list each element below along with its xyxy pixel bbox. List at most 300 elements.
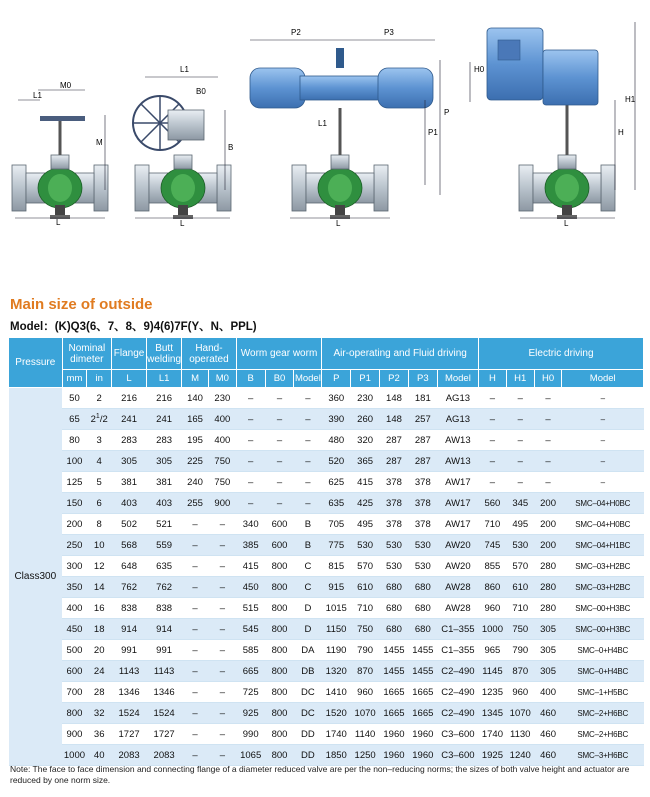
table-cell: 635: [147, 556, 182, 577]
table-cell: 790: [506, 640, 534, 661]
table-cell: 1190: [322, 640, 351, 661]
table-cell: 403: [112, 493, 147, 514]
header-nominal-dimeter: Nominal dimeter: [62, 338, 111, 370]
table-cell: AG13: [437, 388, 478, 409]
table-cell: 450: [236, 577, 265, 598]
table-cell: 750: [208, 451, 236, 472]
table-cell: 360: [322, 388, 351, 409]
table-cell: 1145: [479, 661, 507, 682]
table-cell: 320: [351, 430, 380, 451]
table-cell: 965: [479, 640, 507, 661]
diagram-label: L1: [33, 91, 42, 100]
table-cell: 600: [265, 535, 294, 556]
table-cell: 287: [408, 430, 437, 451]
table-cell: 1727: [112, 724, 147, 745]
diagram-label: P: [444, 108, 450, 117]
table-cell: 559: [147, 535, 182, 556]
table-cell: 800: [265, 619, 294, 640]
table-cell: 260: [351, 409, 380, 430]
table-cell: SMC–04+H0BC: [562, 493, 644, 514]
table-cell: –: [236, 409, 265, 430]
table-cell: 745: [479, 535, 507, 556]
table-cell: 1150: [322, 619, 351, 640]
table-cell: 1665: [380, 703, 409, 724]
table-cell: AW13: [437, 430, 478, 451]
table-cell: 230: [208, 388, 236, 409]
table-cell: AW28: [437, 598, 478, 619]
table-cell: 1250: [351, 745, 380, 766]
table-cell-fraction: $2^1/2$: [87, 409, 112, 430]
table-cell: 560: [479, 493, 507, 514]
table-cell: 305: [534, 640, 562, 661]
table-cell: 1665: [380, 682, 409, 703]
table-cell: 750: [506, 619, 534, 640]
table-cell: 530: [506, 535, 534, 556]
table-cell: 12: [87, 556, 112, 577]
table-cell: 1727: [147, 724, 182, 745]
table-cell: 1665: [408, 703, 437, 724]
table-cell: 1130: [506, 724, 534, 745]
table-cell: 305: [147, 451, 182, 472]
table-cell: 495: [351, 514, 380, 535]
table-cell: 1140: [351, 724, 380, 745]
table-cell: 1345: [479, 703, 507, 724]
table-cell: 725: [236, 682, 265, 703]
table-cell: C2–490: [437, 703, 478, 724]
table-cell: 80: [62, 430, 87, 451]
table-cell: –: [294, 451, 322, 472]
table-cell: 750: [208, 472, 236, 493]
table-cell: 378: [380, 493, 409, 514]
table-cell: 18: [87, 619, 112, 640]
table-cell: 241: [112, 409, 147, 430]
table-cell: 800: [265, 724, 294, 745]
table-cell: 4: [87, 451, 112, 472]
table-cell: SMC–1+H5BC: [562, 682, 644, 703]
table-cell: C: [294, 577, 322, 598]
table-cell: –: [479, 472, 507, 493]
table-cell: 635: [322, 493, 351, 514]
diagram-label: H0: [474, 65, 485, 74]
table-cell: DD: [294, 724, 322, 745]
table-cell: 140: [182, 388, 209, 409]
table-cell: 925: [236, 703, 265, 724]
diagram-label: B0: [196, 87, 206, 96]
table-cell: 403: [147, 493, 182, 514]
table-row: [9, 535, 644, 556]
table-cell: 610: [351, 577, 380, 598]
diagram-label: L1: [180, 65, 189, 74]
table-row: [9, 745, 644, 766]
sub-header-cell: L1: [147, 370, 182, 388]
table-cell: 700: [62, 682, 87, 703]
table-cell: 400: [208, 409, 236, 430]
table-cell: 1960: [408, 745, 437, 766]
table-cell: C1–355: [437, 619, 478, 640]
table-cell: 800: [265, 682, 294, 703]
table-cell: –: [182, 577, 209, 598]
table-cell: 1455: [408, 661, 437, 682]
table-cell: 460: [534, 724, 562, 745]
table-cell: 1000: [479, 619, 507, 640]
table-cell: 305: [534, 661, 562, 682]
table-cell: 800: [265, 703, 294, 724]
table-cell: 680: [380, 619, 409, 640]
diagram-label: P1: [428, 128, 438, 137]
table-cell: 225: [182, 451, 209, 472]
table-cell: –: [236, 472, 265, 493]
table-cell: –: [236, 388, 265, 409]
table-cell: 515: [236, 598, 265, 619]
sub-header-cell: in: [87, 370, 112, 388]
table-cell: AW13: [437, 451, 478, 472]
table-cell: 914: [112, 619, 147, 640]
table-cell: 710: [351, 598, 380, 619]
table-cell: –: [182, 640, 209, 661]
table-cell: –: [506, 409, 534, 430]
table-cell: 1520: [322, 703, 351, 724]
table-cell: 1524: [112, 703, 147, 724]
table-cell: 815: [322, 556, 351, 577]
table-cell: 800: [62, 703, 87, 724]
table-cell: 305: [112, 451, 147, 472]
table-cell: 1320: [322, 661, 351, 682]
table-cell: AW28: [437, 577, 478, 598]
table-cell: –: [265, 451, 294, 472]
table-cell: 838: [147, 598, 182, 619]
pressure-class-cell: Class300: [9, 388, 63, 766]
table-cell: 530: [380, 556, 409, 577]
table-cell: 1143: [147, 661, 182, 682]
table-row: [9, 388, 644, 409]
sub-header-cell: H1: [506, 370, 534, 388]
table-cell: 1455: [408, 640, 437, 661]
table-cell: 378: [380, 514, 409, 535]
sub-header-cell: Model: [562, 370, 644, 388]
table-cell: –: [208, 577, 236, 598]
table-cell: 1070: [351, 703, 380, 724]
table-cell: 870: [351, 661, 380, 682]
sub-header-cell: H: [479, 370, 507, 388]
table-row: [9, 640, 644, 661]
table-cell: 495: [506, 514, 534, 535]
electric-valve: [470, 22, 636, 228]
table-cell: 400: [534, 682, 562, 703]
table-cell: 240: [182, 472, 209, 493]
table-cell: 500: [62, 640, 87, 661]
footnote: Note: The face to face dimension and connecting flange of a diameter reduced valve are per the non–reducing norms; the sizes of both valve height and actuator are reduced by one norm size.: [10, 764, 630, 785]
table-cell: SMC–2+H6BC: [562, 724, 644, 745]
table-cell: 6: [87, 493, 112, 514]
table-cell: 680: [408, 577, 437, 598]
table-cell: 257: [408, 409, 437, 430]
table-row: [9, 493, 644, 514]
table-cell: AW20: [437, 556, 478, 577]
table-cell: –: [562, 430, 644, 451]
table-cell: C: [294, 556, 322, 577]
table-cell: 65: [62, 409, 87, 430]
table-cell: 1346: [112, 682, 147, 703]
table-cell: 521: [147, 514, 182, 535]
table-cell: 425: [351, 493, 380, 514]
table-cell: –: [182, 724, 209, 745]
table-cell: –: [562, 388, 644, 409]
table-cell: –: [265, 388, 294, 409]
table-cell: 838: [112, 598, 147, 619]
table-cell: SMC–04+H1BC: [562, 535, 644, 556]
table-cell: –: [208, 619, 236, 640]
table-cell: 378: [408, 514, 437, 535]
table-row: [9, 598, 644, 619]
table-cell: 287: [380, 430, 409, 451]
table-cell: –: [182, 661, 209, 682]
table-cell: –: [534, 472, 562, 493]
table-cell: AG13: [437, 409, 478, 430]
sub-header-cell: H0: [534, 370, 562, 388]
table-row: [9, 577, 644, 598]
table-cell: 10: [87, 535, 112, 556]
header-electric: Electric driving: [479, 338, 644, 370]
header-hand-operated: Hand-operated: [182, 338, 237, 370]
table-cell: 230: [351, 388, 380, 409]
table-cell: 1000: [62, 745, 87, 766]
table-cell: AW17: [437, 514, 478, 535]
table-cell: 1960: [408, 724, 437, 745]
table-cell: –: [208, 640, 236, 661]
sub-header-cell: M: [182, 370, 209, 388]
header-pressure: Pressure: [9, 338, 63, 388]
table-row: [9, 703, 644, 724]
table-cell: 283: [112, 430, 147, 451]
table-cell: 1455: [380, 661, 409, 682]
table-cell: B: [294, 514, 322, 535]
table-cell: –: [506, 388, 534, 409]
table-cell: 378: [380, 472, 409, 493]
sub-header-cell: Model: [437, 370, 478, 388]
diagram-label: L: [336, 219, 341, 228]
sub-header-cell: P3: [408, 370, 437, 388]
table-cell: 32: [87, 703, 112, 724]
table-row: [9, 472, 644, 493]
table-cell: 460: [534, 745, 562, 766]
table-cell: –: [208, 724, 236, 745]
table-cell: 520: [322, 451, 351, 472]
table-cell: SMC–03+H2BC: [562, 556, 644, 577]
table-cell: –: [506, 472, 534, 493]
header-butt-welding: Butt welding: [147, 338, 182, 370]
table-cell: SMC–2+H6BC: [562, 703, 644, 724]
table-cell: 775: [322, 535, 351, 556]
diagram-label: M: [96, 138, 103, 147]
table-cell: 1740: [479, 724, 507, 745]
table-cell: –: [506, 430, 534, 451]
table-cell: 415: [236, 556, 265, 577]
table-cell: D: [294, 598, 322, 619]
table-cell: –: [534, 388, 562, 409]
table-cell: 365: [351, 451, 380, 472]
table-cell: 1240: [506, 745, 534, 766]
table-cell: 280: [534, 598, 562, 619]
table-cell: 960: [506, 682, 534, 703]
diagram-label: L: [564, 219, 569, 228]
table-cell: 2083: [112, 745, 147, 766]
table-cell: 600: [265, 514, 294, 535]
table-cell: SMC–00+H3BC: [562, 598, 644, 619]
table-cell: 1065: [236, 745, 265, 766]
table-cell: 390: [322, 409, 351, 430]
table-cell: SMC–04+H0BC: [562, 514, 644, 535]
table-row: [9, 661, 644, 682]
table-cell: SMC–3+H6BC: [562, 745, 644, 766]
table-cell: –: [236, 451, 265, 472]
table-cell: 570: [351, 556, 380, 577]
table-cell: –: [294, 430, 322, 451]
table-cell: 800: [265, 745, 294, 766]
table-cell: 200: [534, 493, 562, 514]
worm-gear-valve: [133, 65, 233, 228]
table-cell: 1960: [380, 745, 409, 766]
table-cell: –: [208, 535, 236, 556]
table-cell: DC: [294, 682, 322, 703]
table-cell: 250: [62, 535, 87, 556]
table-cell: C1–355: [437, 640, 478, 661]
table-cell: –: [506, 451, 534, 472]
table-cell: 283: [147, 430, 182, 451]
table-cell: 181: [408, 388, 437, 409]
table-cell: 530: [408, 535, 437, 556]
sub-header-cell: P: [322, 370, 351, 388]
table-cell: –: [265, 493, 294, 514]
table-cell: 680: [408, 598, 437, 619]
table-cell: 1070: [506, 703, 534, 724]
table-cell: 14: [87, 577, 112, 598]
table-cell: 16: [87, 598, 112, 619]
table-cell: 460: [534, 703, 562, 724]
table-cell: 900: [62, 724, 87, 745]
table-cell: 1925: [479, 745, 507, 766]
table-cell: 241: [147, 409, 182, 430]
table-cell: –: [182, 514, 209, 535]
table-cell: C2–490: [437, 661, 478, 682]
table-cell: 480: [322, 430, 351, 451]
table-cell: 280: [534, 556, 562, 577]
table-cell: 750: [351, 619, 380, 640]
table-cell: 2083: [147, 745, 182, 766]
table-cell: 1960: [380, 724, 409, 745]
table-cell: –: [265, 430, 294, 451]
table-cell: AW17: [437, 493, 478, 514]
table-cell: –: [562, 472, 644, 493]
diagram-label: M0: [60, 81, 72, 90]
table-cell: 300: [62, 556, 87, 577]
table-cell: 600: [62, 661, 87, 682]
table-cell: –: [534, 451, 562, 472]
table-cell: 960: [479, 598, 507, 619]
dimension-table: [8, 337, 644, 766]
table-cell: 648: [112, 556, 147, 577]
table-cell: 665: [236, 661, 265, 682]
table-cell: –: [208, 703, 236, 724]
table-cell: –: [182, 745, 209, 766]
table-cell: 1850: [322, 745, 351, 766]
table-cell: 530: [408, 556, 437, 577]
table-cell: 24: [87, 661, 112, 682]
table-cell: –: [294, 388, 322, 409]
table-cell: C3–600: [437, 724, 478, 745]
table-cell: 200: [62, 514, 87, 535]
table-cell: 287: [380, 451, 409, 472]
table-cell: SMC–0+H4BC: [562, 661, 644, 682]
table-cell: B: [294, 535, 322, 556]
table-cell: 680: [408, 619, 437, 640]
header-air-operating: Air-operating and Fluid driving: [322, 338, 479, 370]
table-cell: 415: [351, 472, 380, 493]
table-cell: 1235: [479, 682, 507, 703]
diagram-label: P3: [384, 28, 394, 37]
table-cell: 1524: [147, 703, 182, 724]
table-cell: –: [479, 388, 507, 409]
table-cell: –: [265, 409, 294, 430]
section-title: Main size of outside: [10, 296, 153, 313]
table-cell: 280: [534, 577, 562, 598]
table-cell: 790: [351, 640, 380, 661]
table-cell: 50: [62, 388, 87, 409]
table-cell: 287: [408, 451, 437, 472]
table-cell: –: [208, 598, 236, 619]
table-cell: –: [208, 745, 236, 766]
table-cell: –: [182, 598, 209, 619]
table-cell: 150: [62, 493, 87, 514]
table-cell: –: [562, 409, 644, 430]
model-line: Model：(K)Q3(6、7、8、9)4(6)7F(Y、N、PPL): [10, 321, 257, 333]
table-cell: 800: [265, 577, 294, 598]
table-cell: AW17: [437, 472, 478, 493]
table-cell: 148: [380, 409, 409, 430]
table-cell: 855: [479, 556, 507, 577]
table-cell: 800: [265, 640, 294, 661]
table-cell: 400: [208, 430, 236, 451]
table-cell: DB: [294, 661, 322, 682]
sub-header-cell: P2: [380, 370, 409, 388]
table-row: [9, 430, 644, 451]
table-cell: 762: [147, 577, 182, 598]
table-cell: 991: [112, 640, 147, 661]
diagram-label: H: [618, 128, 624, 137]
table-cell: –: [182, 703, 209, 724]
table-cell: 900: [208, 493, 236, 514]
table-cell: DC: [294, 703, 322, 724]
table-cell: 385: [236, 535, 265, 556]
table-cell: 8: [87, 514, 112, 535]
table-cell: 915: [322, 577, 351, 598]
table-cell: 530: [351, 535, 380, 556]
table-cell: 914: [147, 619, 182, 640]
table-cell: 2: [87, 388, 112, 409]
table-cell: 570: [506, 556, 534, 577]
table-cell: 990: [236, 724, 265, 745]
table-cell: 625: [322, 472, 351, 493]
sub-header-cell: mm: [62, 370, 87, 388]
table-cell: –: [208, 514, 236, 535]
table-cell: 216: [147, 388, 182, 409]
table-cell: 200: [534, 514, 562, 535]
table-cell: 991: [147, 640, 182, 661]
table-cell: 125: [62, 472, 87, 493]
table-cell: 710: [506, 598, 534, 619]
header-worm-gear: Worm gear worm: [236, 338, 322, 370]
table-cell: –: [479, 430, 507, 451]
table-cell: 680: [380, 598, 409, 619]
